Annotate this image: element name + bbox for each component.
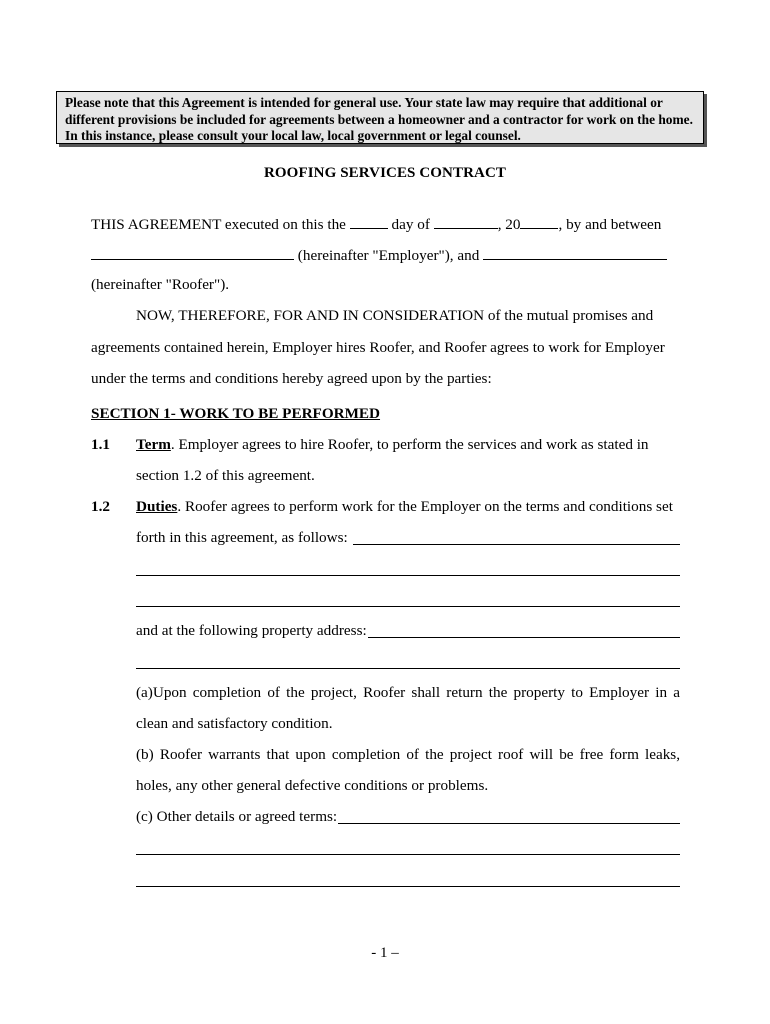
employer-name-blank[interactable] <box>91 245 294 260</box>
term-label: Term <box>136 436 171 453</box>
intro-executed-text: THIS AGREEMENT executed on this the <box>91 216 346 233</box>
duties-label: Duties <box>136 498 178 515</box>
duties-line-2: forth in this agreement, as follows: <box>136 529 348 546</box>
clause-a-line-2: clean and satisfactory condition. <box>136 715 333 732</box>
other-terms-blank-3[interactable] <box>136 886 680 887</box>
other-terms-blank-2[interactable] <box>136 854 680 855</box>
other-terms-blank-1[interactable] <box>338 823 680 824</box>
year-blank[interactable] <box>520 214 558 229</box>
term-text-1: . Employer agrees to hire Roofer, to perform the services and work as stated in <box>170 436 649 453</box>
intro-line-1 <box>91 214 679 234</box>
term-number: 1.1 <box>91 436 110 453</box>
intro-line-3 <box>91 276 229 294</box>
clause-b-line-1: (b) Roofer warrants that upon completion of the project roof will be free form leaks, <box>136 746 680 763</box>
page-number: - 1 – <box>371 945 399 961</box>
duties-text-1: . Roofer agrees to perform work for the Employer on the terms and conditions set <box>177 498 673 515</box>
consideration-line-2: agreements contained herein, Employer hires Roofer, and Roofer agrees to work for Employer <box>91 339 665 356</box>
consideration-line-1: NOW, THEREFORE, FOR AND IN CONSIDERATION of the mutual promises and <box>136 307 654 324</box>
address-blank-1[interactable] <box>368 637 680 638</box>
roofer-name-blank[interactable] <box>483 245 667 260</box>
intro-year-prefix: , 20 <box>497 216 521 233</box>
duties-line-1 <box>136 498 673 516</box>
clause-c-label: (c) Other details or agreed terms: <box>136 808 338 825</box>
intro-by-between: , by and between <box>558 216 662 233</box>
month-blank[interactable] <box>434 214 498 229</box>
intro-day-of-text: day of <box>391 216 430 233</box>
clause-b-line-2: holes, any other general defective conditions or problems. <box>136 777 489 794</box>
term-line-2: section 1.2 of this agreement. <box>136 467 315 484</box>
duties-blank-3[interactable] <box>136 606 680 607</box>
contract-title: ROOFING SERVICES CONTRACT <box>263 165 506 181</box>
section-1-heading: SECTION 1- WORK TO BE PERFORMED <box>91 405 381 422</box>
roofer-designation: (hereinafter "Roofer"). <box>91 276 230 293</box>
day-blank[interactable] <box>350 214 388 229</box>
intro-line-2 <box>91 245 667 265</box>
duties-blank-2[interactable] <box>136 575 680 576</box>
clause-a-line-1: (a)Upon completion of the project, Roofer shall return the property to Employer in a <box>136 684 680 701</box>
address-blank-2[interactable] <box>136 668 680 669</box>
term-line-1 <box>136 436 649 454</box>
duties-number: 1.2 <box>91 498 110 515</box>
notice-text: Please note that this Agreement is intended for general use. Your state law may require that additional or different provisions be included for agreements between a homeowner and a contractor for work on the home. In this instance, please consult your local law, local government or legal counsel. <box>65 95 693 143</box>
address-label: and at the following property address: <box>136 622 367 639</box>
duties-blank-1[interactable] <box>353 544 680 545</box>
employer-designation: (hereinafter "Employer"), and <box>297 247 480 264</box>
consideration-line-3: under the terms and conditions hereby agreed upon by the parties: <box>91 370 492 387</box>
general-use-notice-box <box>56 91 704 144</box>
